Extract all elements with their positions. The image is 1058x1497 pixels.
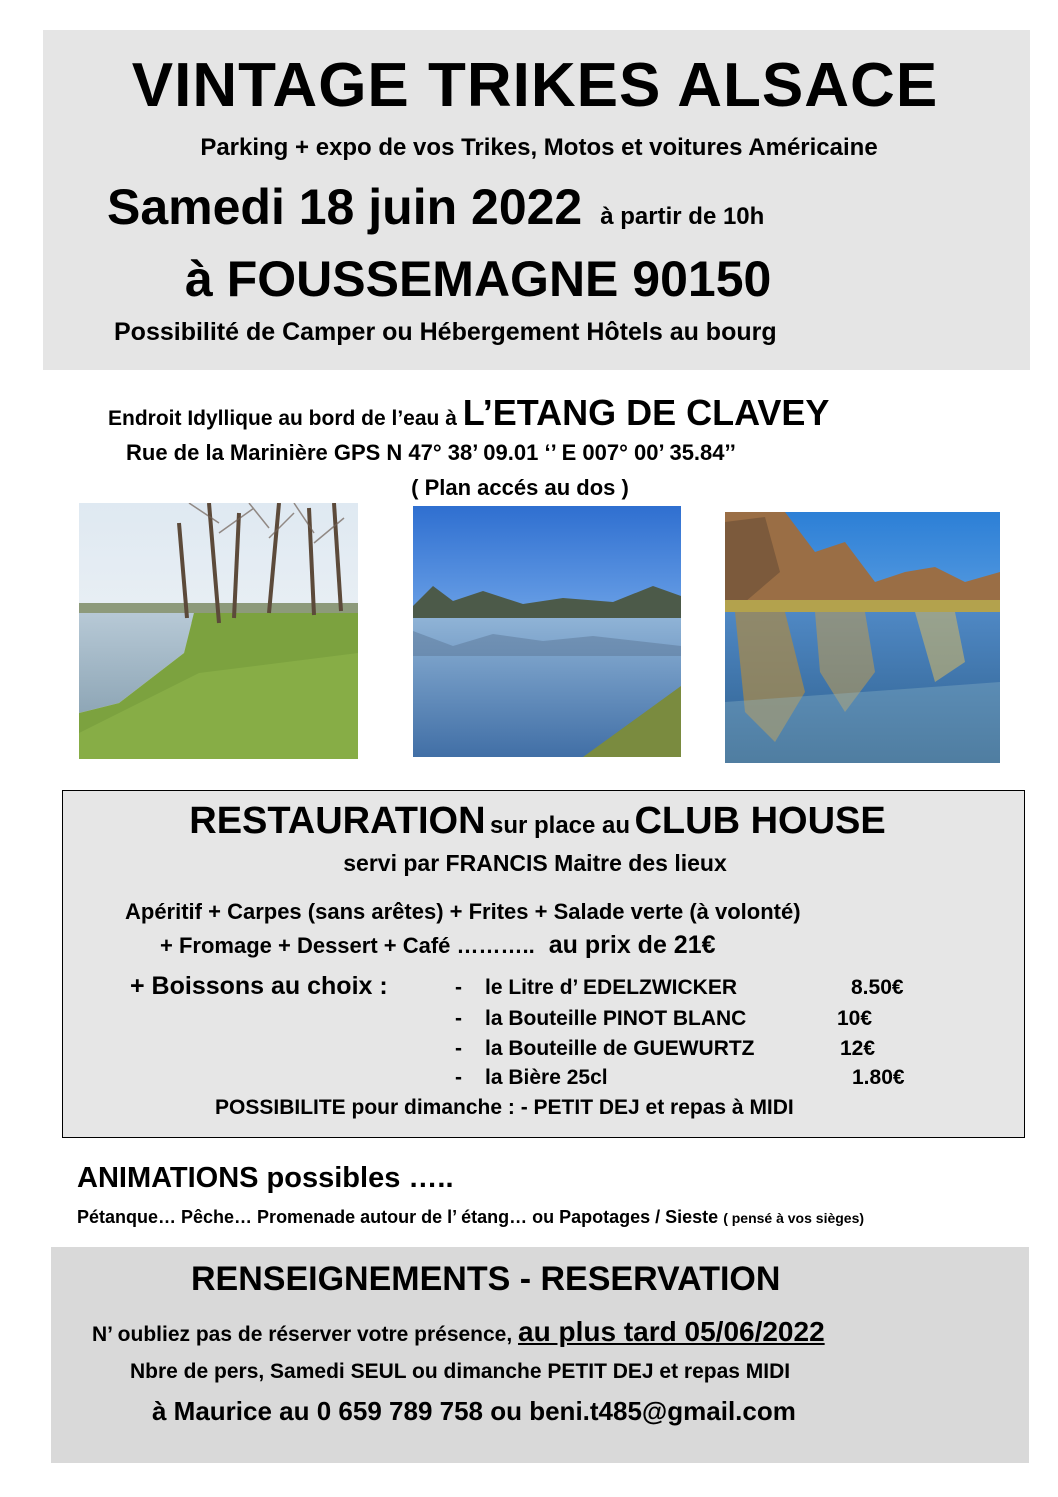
drink-item — [455, 1007, 746, 1031]
drink-dash: - — [455, 976, 462, 999]
plan-note: ( Plan accés au dos ) — [411, 475, 629, 500]
animations-list-text: Pétanque… Pêche… Promenade autour de l’ étang… ou Papotages / Sieste — [77, 1207, 719, 1227]
restauration-title — [0, 800, 1058, 843]
restauration-title-mid: sur place au — [489, 812, 631, 839]
reservation-title: RENSEIGNEMENTS - RESERVATION — [191, 1260, 781, 1298]
camping-info: Possibilité de Camper ou Hébergement Hôtels au bourg — [114, 318, 777, 346]
place-intro: Endroit Idyllique au bord de l’eau à — [108, 407, 457, 430]
event-time: à partir de 10h — [600, 203, 765, 230]
drink-name: la Bouteille PINOT BLANC — [485, 1007, 747, 1030]
drink-item — [455, 1066, 608, 1090]
dimanche-option: POSSIBILITE pour dimanche : - PETIT DEJ et repas à MIDI — [215, 1096, 794, 1119]
drink-price: 1.80€ — [852, 1066, 905, 1089]
drink-name: la Bouteille de GUEWURTZ — [485, 1037, 755, 1060]
animations-note: ( pensé à vos sièges) — [723, 1210, 865, 1226]
event-title: VINTAGE TRIKES ALSACE — [131, 51, 939, 120]
drink-price: 10€ — [837, 1007, 873, 1030]
restauration-title-end: CLUB HOUSE — [634, 800, 886, 842]
drink-item — [455, 1037, 755, 1061]
reservation-contact: à Maurice au 0 659 789 758 ou beni.t485@gmail.com — [152, 1396, 796, 1426]
gps-line: Rue de la Marinière GPS N 47° 38’ 09.01 ‘’ E 007° 00’ 35.84’’ — [126, 440, 736, 465]
event-date-line — [107, 178, 764, 236]
drink-item — [455, 976, 737, 1000]
menu-price: au prix de 21€ — [548, 931, 716, 959]
drink-dash: - — [455, 1007, 462, 1030]
restauration-subtitle: servi par FRANCIS Maitre des lieux — [343, 850, 727, 876]
event-date: Samedi 18 juin 2022 — [107, 179, 583, 235]
drink-price: 8.50€ — [851, 976, 904, 999]
drinks-label: + Boissons au choix : — [130, 972, 388, 1000]
reservation-deadline: au plus tard 05/06/2022 — [518, 1316, 825, 1347]
drink-price: 12€ — [840, 1037, 876, 1060]
lake-reflection-photo — [725, 512, 1000, 763]
drink-dash: - — [455, 1037, 462, 1060]
drink-dash: - — [455, 1066, 462, 1089]
animations-list — [77, 1207, 864, 1228]
menu-line-2 — [160, 931, 716, 960]
animations-title: ANIMATIONS possibles ….. — [77, 1162, 454, 1194]
drink-name: le Litre d’ EDELZWICKER — [485, 976, 738, 999]
reservation-line-2: Nbre de pers, Samedi SEUL ou dimanche PETIT DEJ et repas MIDI — [130, 1360, 791, 1383]
place-name: L’ETANG DE CLAVEY — [462, 392, 830, 433]
drink-name: la Bière 25cl — [485, 1066, 608, 1089]
lake-view-photo — [413, 506, 681, 757]
menu-line-2-text: + Fromage + Dessert + Café ……….. — [160, 933, 535, 958]
restauration-title-main: RESTAURATION — [189, 800, 486, 842]
place-line — [108, 392, 829, 434]
menu-line-1: Apéritif + Carpes (sans arêtes) + Frites + Salade verte (à volonté) — [125, 899, 801, 924]
lake-shore-photo — [79, 503, 358, 759]
reservation-line-1-text: N’ oubliez pas de réserver votre présence, — [92, 1323, 513, 1346]
event-location: à FOUSSEMAGNE 90150 — [185, 251, 772, 307]
reservation-line-1 — [92, 1316, 825, 1348]
event-subtitle: Parking + expo de vos Trikes, Motos et voitures Américaine — [200, 134, 878, 161]
